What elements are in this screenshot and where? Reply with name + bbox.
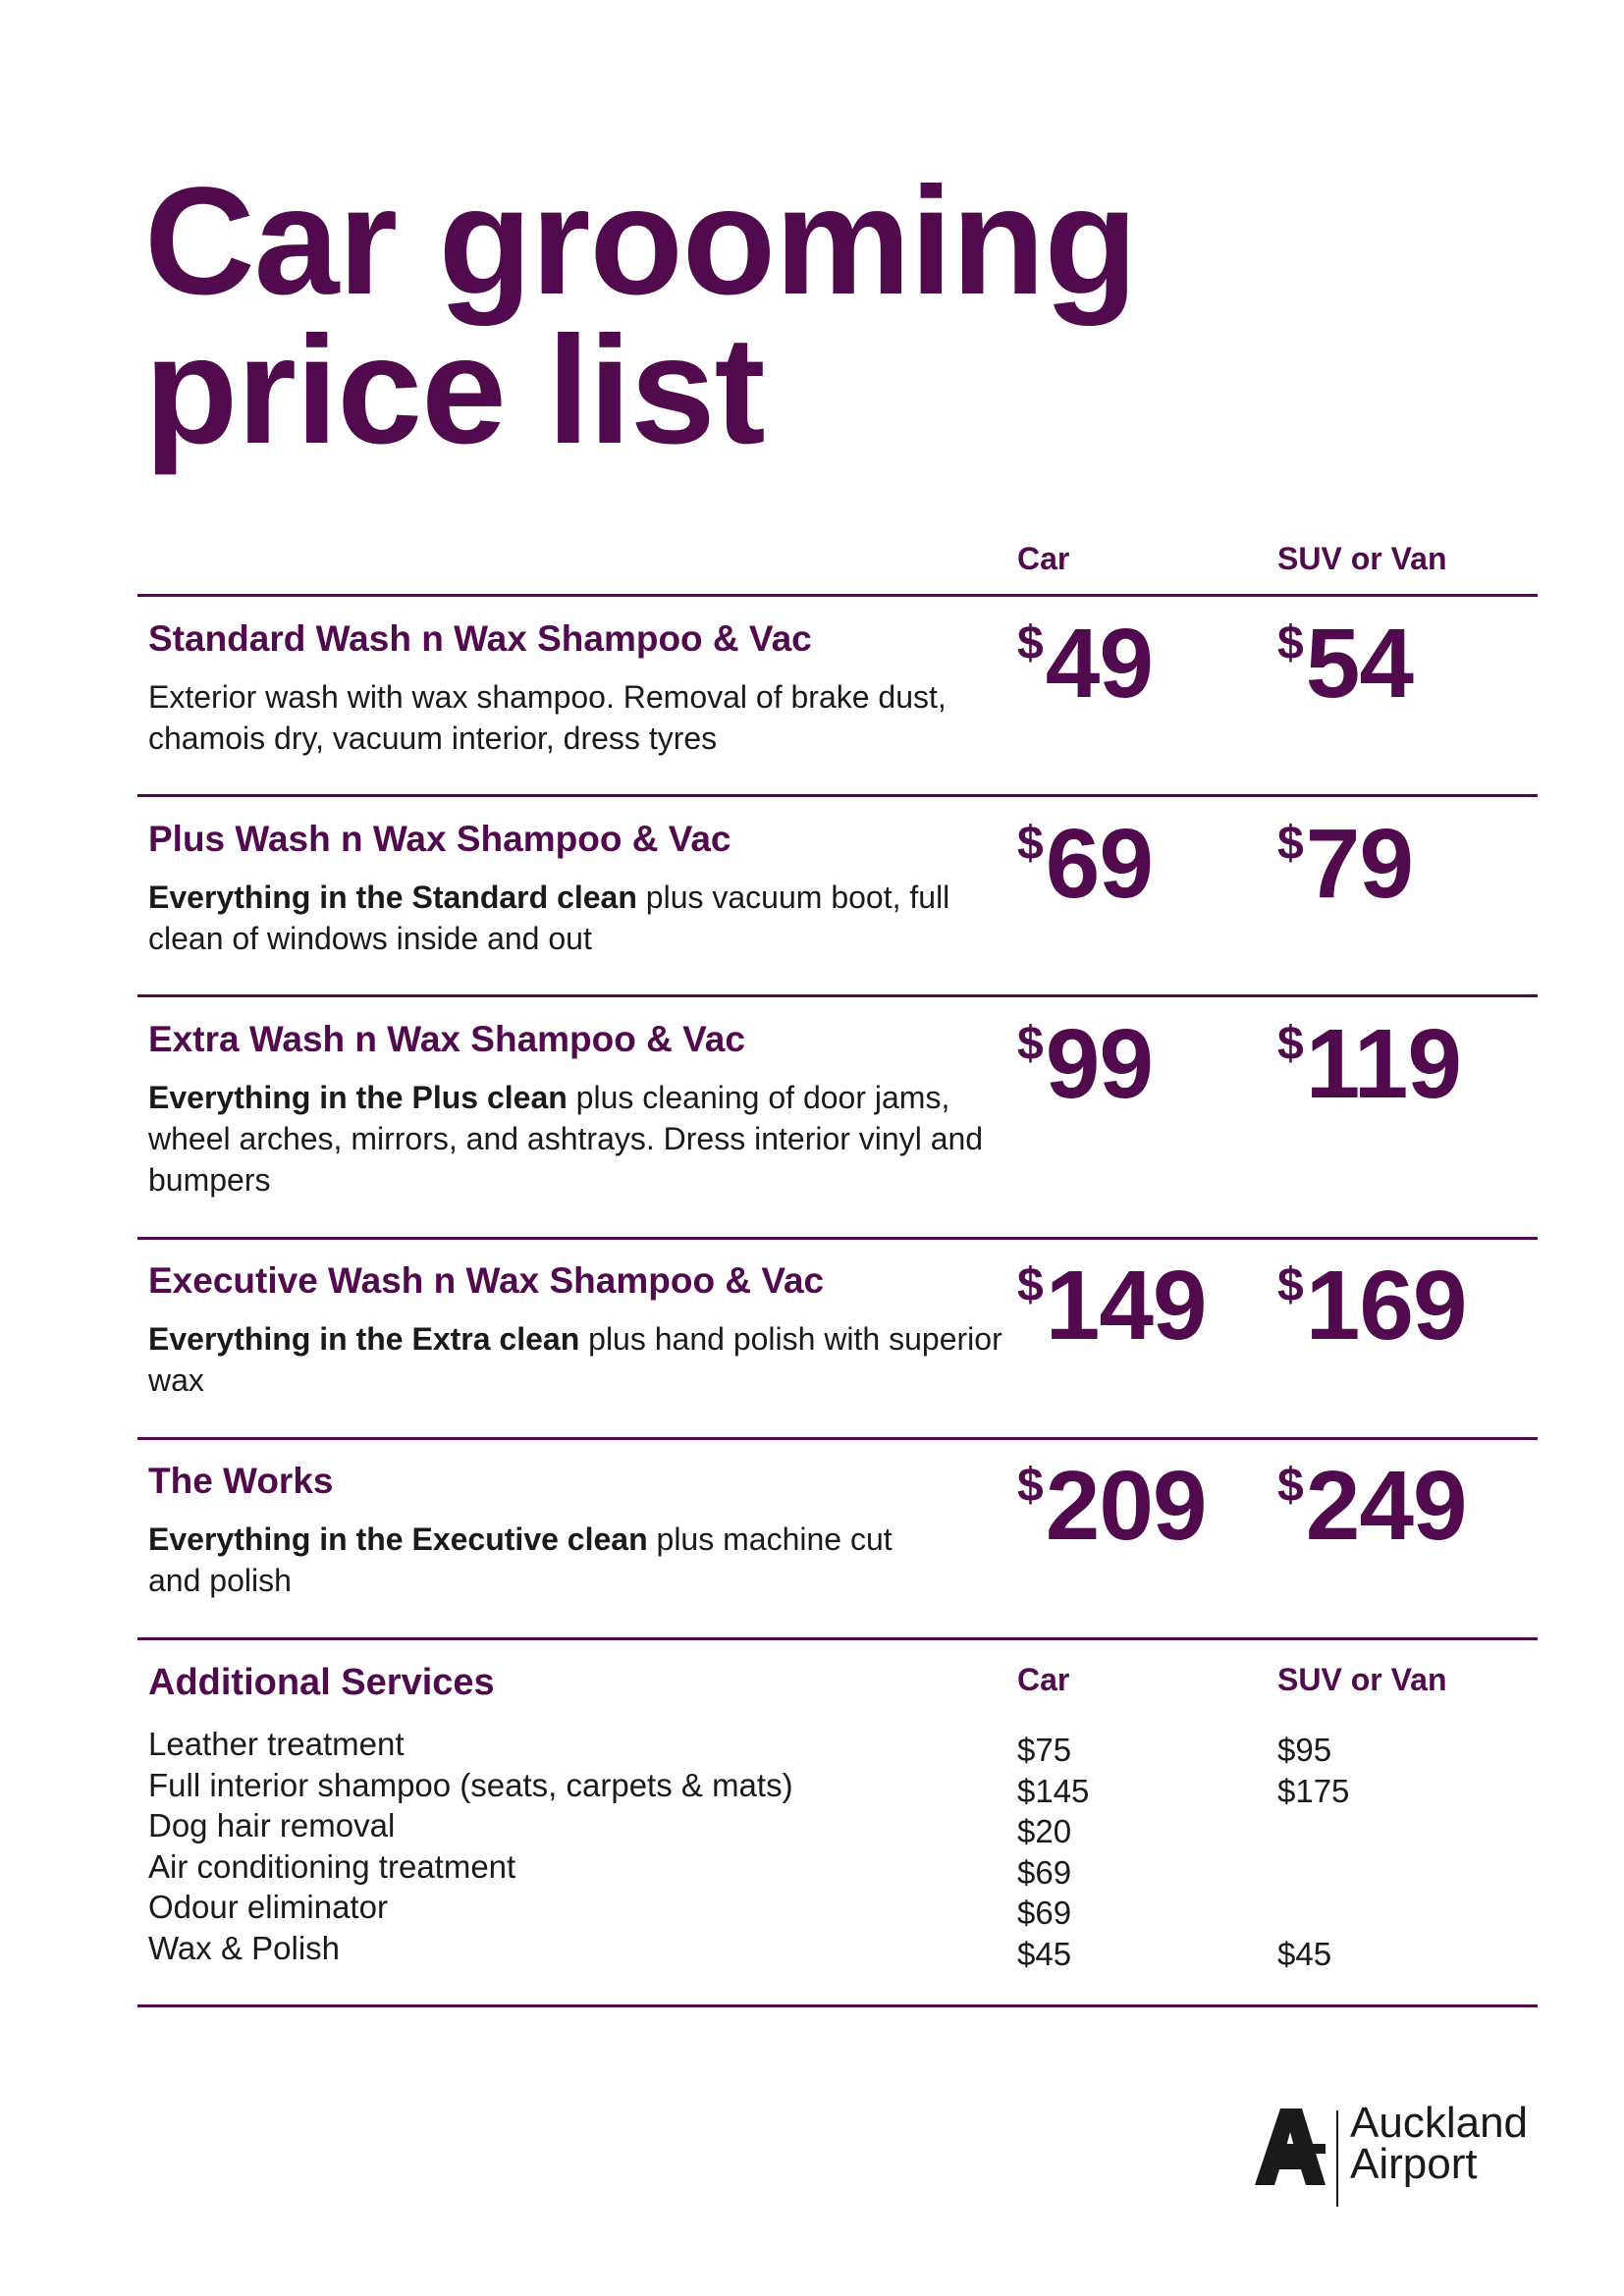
currency-symbol: $ — [1017, 1259, 1044, 1311]
suv-price-amount: 169 — [1305, 1251, 1467, 1361]
additional-service-name: Leather treatment — [148, 1726, 405, 1762]
service-description-bold: Everything in the Executive clean — [148, 1522, 648, 1557]
currency-symbol: $ — [1017, 818, 1044, 870]
divider — [137, 1237, 1538, 1240]
suv-price-amount: 249 — [1305, 1451, 1467, 1561]
car-price — [1017, 1009, 1153, 1119]
service-description — [148, 1519, 914, 1601]
currency-symbol: $ — [1017, 1018, 1044, 1070]
service-row-plus — [137, 809, 1538, 986]
currency-symbol: $ — [1277, 818, 1304, 870]
divider — [137, 1437, 1538, 1440]
service-description-bold: Everything in the Plus clean — [148, 1080, 568, 1115]
additional-service-suv-price — [1277, 1811, 1349, 1852]
additional-service-car-price: $20 — [1017, 1813, 1072, 1850]
service-name: Executive Wash n Wax Shampoo & Vac — [148, 1260, 825, 1301]
additional-service-name: Full interior shampoo (seats, carpets & mats) — [148, 1766, 793, 1803]
service-name: Extra Wash n Wax Shampoo & Vac — [148, 1019, 745, 1059]
car-price — [1017, 1451, 1207, 1561]
currency-symbol: $ — [1277, 1259, 1304, 1311]
service-row-the-works — [137, 1451, 1538, 1628]
suv-price — [1277, 809, 1413, 919]
additional-services-suv-prices — [1277, 1730, 1349, 1975]
service-description-bold: Everything in the Extra clean — [148, 1321, 580, 1357]
service-name: Plus Wash n Wax Shampoo & Vac — [148, 819, 731, 859]
additional-service-car-price: $45 — [1017, 1935, 1072, 1972]
auckland-airport-a-mark-icon — [1255, 2109, 1326, 2185]
car-price-amount: 49 — [1045, 609, 1153, 719]
service-description-text: plus machine cut and polish — [148, 1522, 893, 1598]
additional-service-suv-price: $95 — [1277, 1732, 1332, 1768]
column-header-suv: SUV or Van — [1277, 541, 1447, 576]
currency-symbol: $ — [1017, 1460, 1044, 1512]
additional-service-name: Dog hair removal — [148, 1807, 396, 1844]
divider — [137, 1637, 1538, 1640]
logo-wordmark-line-1: Auckland — [1350, 2099, 1529, 2147]
divider — [137, 2004, 1538, 2007]
service-row-extra — [137, 1009, 1538, 1225]
column-header-car: Car — [1017, 541, 1070, 576]
suv-price-amount: 119 — [1305, 1009, 1462, 1119]
service-description-text: plus vacuum boot, full clean of windows inside and out — [148, 880, 950, 956]
logo-divider — [1336, 2110, 1338, 2207]
auckland-airport-logo — [1255, 2099, 1540, 2207]
car-price — [1017, 1251, 1207, 1361]
car-price — [1017, 809, 1153, 919]
currency-symbol: $ — [1277, 1018, 1304, 1070]
service-name: Standard Wash n Wax Shampoo & Vac — [148, 618, 812, 659]
service-description — [148, 1318, 1032, 1401]
car-price-amount: 149 — [1045, 1251, 1207, 1361]
currency-symbol: $ — [1277, 1460, 1304, 1512]
suv-price-amount: 79 — [1305, 809, 1413, 919]
additional-service-name: Air conditioning treatment — [148, 1847, 516, 1885]
page-title-line-2: price list — [144, 305, 765, 476]
car-price-amount: 209 — [1045, 1451, 1207, 1561]
service-description-text: Exterior wash with wax shampoo. Removal of brake dust, chamois dry, vacuum interior, dress tyres — [148, 679, 947, 756]
additional-services-title: Additional Services — [148, 1662, 495, 1703]
additional-service-car-price: $69 — [1017, 1853, 1072, 1891]
suv-price-amount: 54 — [1305, 609, 1413, 719]
currency-symbol: $ — [1017, 617, 1044, 669]
suv-price — [1277, 1009, 1462, 1119]
service-name: The Works — [148, 1461, 334, 1501]
car-price-amount: 99 — [1045, 1009, 1153, 1119]
service-description — [148, 877, 1032, 959]
car-price-amount: 69 — [1045, 809, 1153, 919]
page-title-line-1: Car grooming — [144, 156, 1137, 327]
additional-services-car-prices — [1017, 1730, 1089, 1975]
divider — [137, 594, 1538, 597]
additional-column-header-car: Car — [1017, 1662, 1070, 1697]
additional-service-name: Odour eliminator — [148, 1889, 388, 1926]
service-description-text: plus cleaning of door jams, wheel arches, mirrors, and ashtrays. Dress interior vinyl and bumpers — [148, 1080, 984, 1198]
divider — [137, 994, 1538, 997]
additional-service-car-price: $69 — [1017, 1895, 1072, 1932]
divider — [137, 794, 1538, 797]
service-description-text: plus hand polish with superior wax — [148, 1321, 1002, 1398]
additional-service-car-price: $145 — [1017, 1772, 1090, 1809]
service-row-executive — [137, 1251, 1538, 1427]
suv-price — [1277, 1251, 1467, 1361]
suv-price — [1277, 1451, 1467, 1561]
additional-column-header-suv: SUV or Van — [1277, 1662, 1447, 1697]
service-description-bold: Everything in the Standard clean — [148, 880, 637, 915]
logo-wordmark — [1350, 2099, 1529, 2188]
additional-service-suv-price — [1277, 1893, 1349, 1934]
additional-services-names — [148, 1724, 793, 1969]
currency-symbol: $ — [1277, 617, 1304, 669]
service-description — [148, 1077, 1032, 1201]
page-title — [144, 156, 1137, 476]
logo-wordmark-line-2: Airport — [1350, 2140, 1478, 2188]
additional-service-car-price: $75 — [1017, 1732, 1072, 1768]
service-row-standard — [137, 609, 1538, 785]
suv-price — [1277, 609, 1413, 719]
additional-service-suv-price: $45 — [1277, 1935, 1332, 1972]
additional-service-name: Wax & Polish — [148, 1929, 341, 1966]
service-description — [148, 676, 1032, 759]
additional-service-suv-price: $175 — [1277, 1772, 1350, 1809]
car-price — [1017, 609, 1153, 719]
additional-service-suv-price — [1277, 1852, 1349, 1894]
